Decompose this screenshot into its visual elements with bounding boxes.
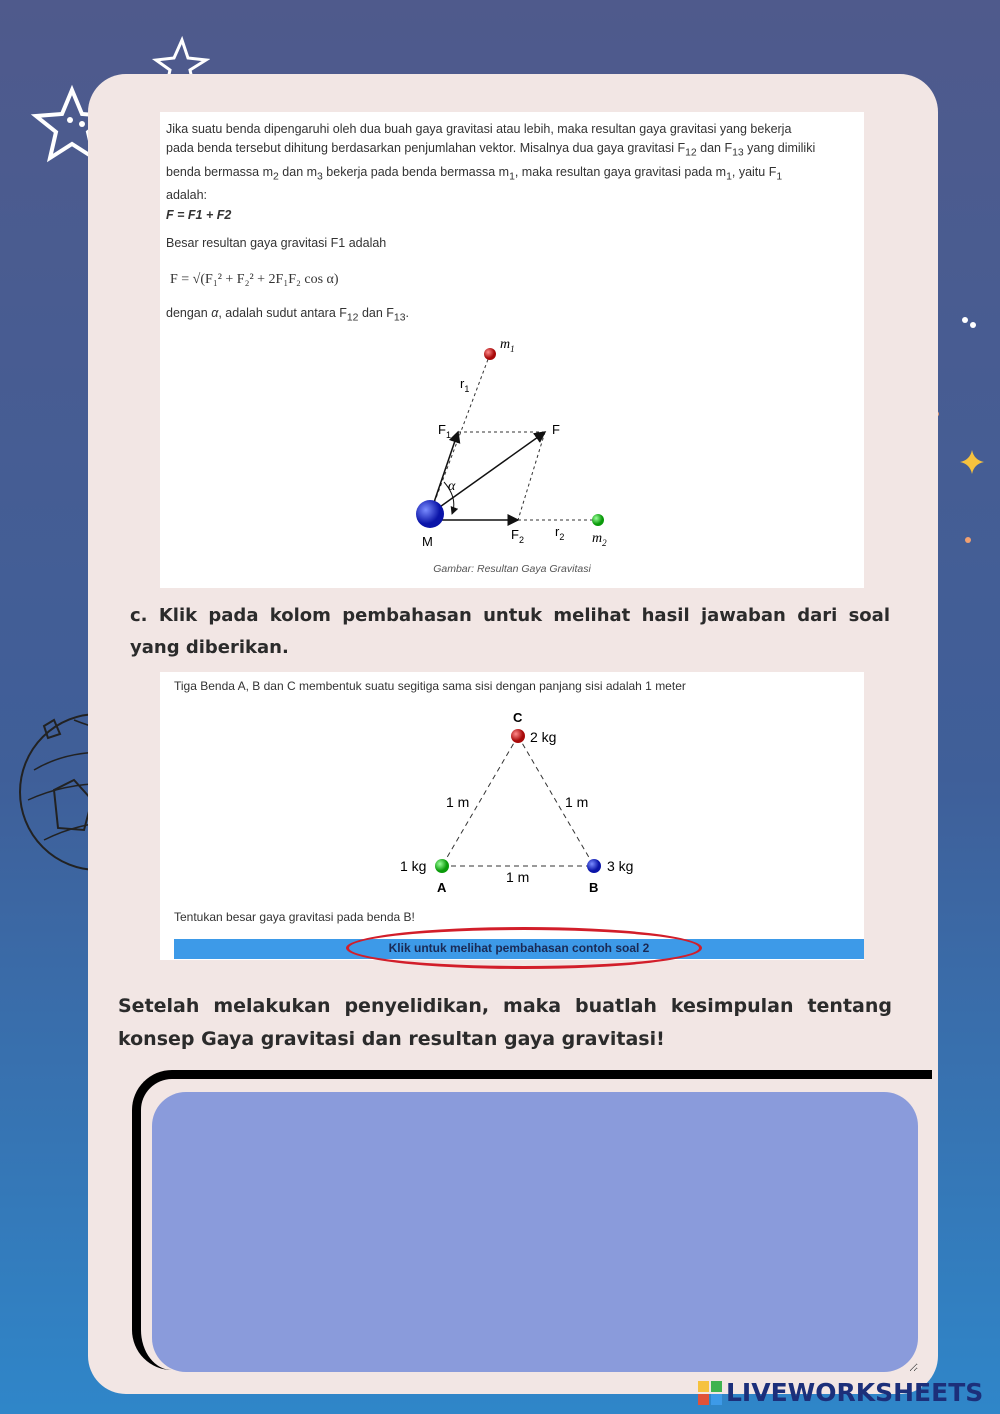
mass-b [587,859,601,873]
svg-text:1 m: 1 m [506,869,530,885]
equation-resultant: F = √(F₁² + F₂² + 2F₁F₂ cos α) [170,272,339,287]
svg-text:A: A [437,880,447,895]
brand-wordmark: LIVEWORKSHEETS [726,1378,984,1407]
figure-caption: Gambar: Resultan Gaya Gravitasi [433,563,591,575]
triangle-figure [390,706,650,896]
mass-m2 [592,514,604,526]
svg-text:B: B [589,880,599,895]
mass-a [435,859,449,873]
svg-text:r2: $r_2$ [555,524,565,542]
svg-text:m2: $m_2$ [592,531,607,548]
equation-sum: F = F1 + F2 [166,208,232,222]
conclusion-prompt: Setelah melakukan penyelidikan, maka buatlah kesimpulan tentang konsep Gaya gravitasi dan resultan gaya gravitasi! [118,995,892,1050]
svg-text:r1: $r_1$ [460,376,470,394]
svg-text:m1: $m_1$ [500,337,515,354]
svg-text:1 kg: 1 kg [400,858,427,874]
discussion-button-label: Klik untuk melihat pembahasan contoh soal 2 [388,941,650,955]
resultant-label: Besar resultan gaya gravitasi F1 adalah [166,236,387,250]
mass-c [511,729,525,743]
theory-panel [160,112,864,588]
svg-text:M: M [422,534,433,549]
example-intro: Tiga Benda A, B dan C membentuk suatu segitiga sama sisi dengan panjang sisi adalah 1 meter [174,679,686,693]
svg-text:C: C [513,710,523,725]
resultant-force-figure [400,332,630,572]
svg-text:F1: $F_1$ [438,422,451,440]
example-question: Tentukan besar gaya gravitasi pada benda B! [174,910,415,924]
svg-text:F2: $F_2$ [511,527,524,545]
mass-m1 [484,348,496,360]
theory-paragraph: Jika suatu benda dipengaruhi oleh dua buah gaya gravitasi atau lebih, maka resultan gaya gravitasi yang bekerja pada benda tersebut dihitung berdasarkan penjumlahan vektor. Misalnya dua gaya gravitasi $F_{12}$ dan $F_{13}$ yang dimiliki benda bermassa $m_2$ dan $m_3$ bekerja pada benda bermassa $m_1$, maka resultan gaya gravitasi pada $m_1$, yaitu $F_1$ adalah: [166,122,816,202]
svg-text:α: α [448,479,456,494]
svg-text:1 m: 1 m [565,794,589,810]
svg-text:F: F [552,422,560,437]
force-arrow-resultant [430,432,545,514]
svg-text:3 kg: 3 kg [607,858,634,874]
example-panel [160,672,864,960]
conclusion-answer-field[interactable] [152,1092,918,1372]
step-c-instruction: c. Klik pada kolom pembahasan untuk melihat hasil jawaban dari soal yang diberikan. [130,605,890,658]
liveworksheets-logo-icon [698,1381,722,1405]
svg-text:2 kg: 2 kg [530,729,557,745]
highlight-ellipse [346,927,702,969]
mass-m [416,500,444,528]
angle-note: dengan α, adalah sudut antara $F_{12}$ dan $F_{13}$. [166,306,409,324]
svg-text:1 m: 1 m [446,794,470,810]
